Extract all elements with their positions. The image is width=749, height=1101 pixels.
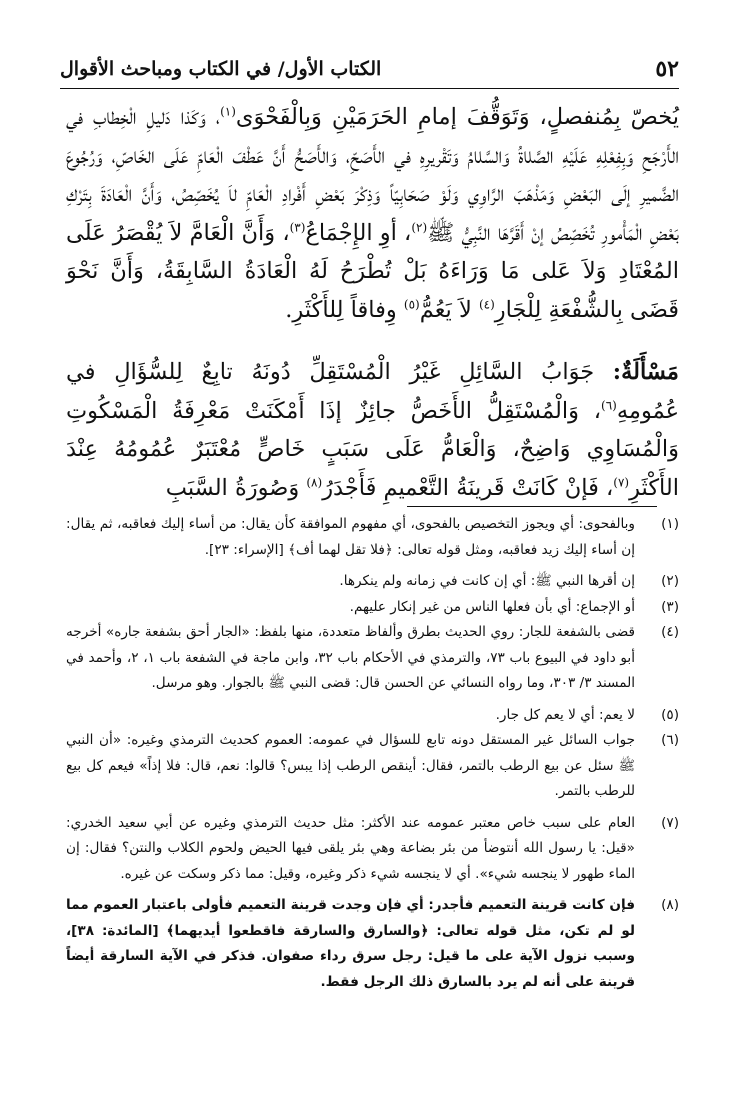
footnote-number: (٨)	[661, 897, 679, 913]
footnote-number: (٦)	[661, 732, 679, 748]
page-number: ٥٢	[655, 56, 679, 82]
footnote-ref: (٣)	[289, 220, 306, 234]
footnote-ref: (٧)	[613, 475, 630, 489]
main-text	[66, 98, 679, 507]
text-run: ، وَأَنَّ الْعَامَّ لاَ يُقْصَرُ عَلَى المُعْتَادِ وَلاَ عَلى مَا وَرَاءَهُ بَلْ تُطْرَحُ لَهُ الْعَادَةُ السَّابِقَةُ، وَأَنَّ نَحْوَ قَضَى بِالشُّفْعَةِ لِلْجَارِ	[66, 219, 679, 323]
footnote-ref: (٢)	[411, 220, 428, 234]
footnote-text: إن أقرها النبي ﷺ: أي إن كانت في زمانه ولم ينكرها.	[339, 573, 635, 589]
footnote-number: (٤)	[661, 624, 679, 640]
footnote-separator	[407, 506, 657, 507]
footnote-text: لا يعم: أي لا يعم كل جار.	[495, 706, 635, 723]
text-run: ، وَالْمُسْتَقِلُّ الأَخَصُّ جائِزٌ إذَا أَمْكَنَتْ مَعْرِفَةُ الْمَسْكُوتِ وَالْمُسَاوِي وَاضِحٌ، وَالْعَامُّ عَلَى سَبَبٍ خَاصٍّ مُعْتَبَرٌ عُمُومُهُ عِنْدَ الأَكْثَرِ	[66, 397, 679, 501]
footnote-text: وبالفحوى: أي ويجوز التخصيص بالفحوى، أي مفهوم الموافقة كأن يقال: من أساء إليك فعاقبه، ثم يقال: إن أساء إليك زيد فعاقبه، ومثل قوله تعالى: ﴿فلا تقل لهما أف﴾ [الإسراء: ٢٣].	[66, 516, 635, 558]
footnote	[66, 620, 679, 697]
section-lead: مَسْأَلَةٌ:	[612, 359, 679, 385]
footnotes	[66, 512, 679, 995]
footnote-ref: (٤)	[478, 297, 495, 311]
main-paragraph-2	[66, 353, 679, 507]
text-run: ، فَإنْ كَانَتْ قَرينَةُ التَّعْميمِ فَأَجْدَرُ	[322, 474, 614, 501]
text-run: وِفاقاً لِلأَكْثَرِ.	[285, 296, 404, 323]
main-paragraph-1	[66, 98, 679, 329]
page-header	[60, 52, 679, 86]
running-title: الكتاب الأول/ في الكتاب ومباحث الأقوال	[60, 58, 382, 80]
header-rule	[60, 88, 679, 89]
footnote-text: أو الإجماع: أي بأن فعلها الناس من غير إنكار عليهم.	[349, 598, 635, 615]
footnote-ref: (٥)	[403, 297, 420, 311]
footnote	[66, 595, 679, 621]
text-run: وَصُورَةُ السَّبَبِ	[165, 474, 307, 501]
footnote-text: قضى بالشفعة للجار: روي الحديث بطرق وألفاظ متعددة، منها بلفظ: «الجار أحق بشفعة جاره» أخرجه أبو داود في البيوع باب ٧٣، والترمذي في الأحكام باب ٣٢، وابن ماجة في الشفعة باب ١، ٢، وأحمد في المسند ٣/ ٣٠٣، وما رواه النسائي عن الحسن قال: قضى النبي ﷺ بالجوار. وهو مرسل.	[66, 624, 635, 691]
footnote-number: (١)	[661, 516, 679, 532]
footnote-text: فإن كانت قرينة التعميم فأجدر: أي فإن وجدت قرينة التعميم فأولى باعتبار العموم مما لو لم تكن، مثل قوله تعالى: ﴿والسارق والسارقة فاقطعوا أيديهما﴾ [المائدة: ٣٨]، وسبب نزول الآية على ما قيل: رجل سرق رداء صفوان. فذكر في الآية السارقة أيضاً قرينة على أنه لم يرد بالسارق ذلك الرجل فقط.	[66, 897, 635, 990]
footnote	[66, 512, 679, 563]
footnote-text: جواب السائل غير المستقل دونه تابع للسؤال في عمومه: العموم كحديث الترمذي وغيره: «أن النبي ﷺ سئل عن بيع الرطب بالتمر، فقال: أينقص الرطب إذا يبس؟ قالوا: نعم، قال: فلا إذاً» فيعم كل بيع للرطب بالتمر.	[66, 732, 635, 799]
footnote	[66, 569, 679, 595]
footnote	[66, 728, 679, 805]
footnote-number: (٧)	[661, 814, 679, 831]
footnote	[66, 811, 679, 888]
text-run: لاَ يَعُمُّ	[419, 296, 479, 323]
footnote-text: العام على سبب خاص معتبر عمومه عند الأكثر: مثل حديث الترمذي وغيره عن أبي سعيد الخدري: «قيل: يا رسول الله أنتوضأ من بئر بضاعة وهي بئر يلقى فيها الحيض ولحوم الكلاب والنتن؟ فقال: إن الماء طهور لا ينجسه شيء». أي لا ينجسه شيء ذكر وغيره، وقيل: مما ذكر وسكت عن غيره.	[66, 814, 635, 882]
text-run: جَوَابُ السَّائِلِ غَيْرُ الْمُسْتَقِلِّ دُونَهُ تابِعٌ لِلسُّؤَالِ في عُمُومِهِ	[66, 359, 679, 424]
text-run: ، أوِ الإِجْمَاعُ	[305, 219, 412, 246]
footnote-ref: (٨)	[306, 475, 323, 489]
footnote-number: (٥)	[661, 706, 679, 723]
footnote-number: (٣)	[661, 598, 679, 615]
text-run: يُخصّ بِمُنفصلٍ، وَتَوَقُّفَ إمامِ الحَرَمَيْنِ وَبِالْفَحْوَى	[235, 104, 680, 130]
footnote	[66, 893, 679, 995]
footnote-ref: (١)	[220, 104, 236, 119]
footnote-number: (٢)	[661, 573, 679, 589]
text-run: ، وَكَذا دَليلِ الْخِطابِ في الأَرْجَحِ وَبِفِعْلِهِ عَلَيْهِ الصَّلاةُ وَالسَّلامُ وَتَقْريرِهِ في الأَصَحِّ، وَالأَصَحُّ أَنَّ عَطْفَ الْعَامِّ عَلَى الخَاصِّ، وَرُجُوعَ الضَّميرِ إلَى البَعْضِ وَمَذْهَبَ الرَّاوِي وَلَوْ صَحَابِيّاً وَذِكْرَ بَعْضِ أَفْرادِ الْعَامِّ لاَ يُخَصِّصُ، وَأَنَّ الْعَادَةَ بِتَرْكِ بَعْضِ الْمَأْمورِ تُخَصِّصُ إنْ أَقَرَّهَا النَّبِيُّ ﷺ	[66, 104, 680, 246]
footnote	[66, 703, 679, 729]
footnote-ref: (٦)	[601, 398, 617, 412]
